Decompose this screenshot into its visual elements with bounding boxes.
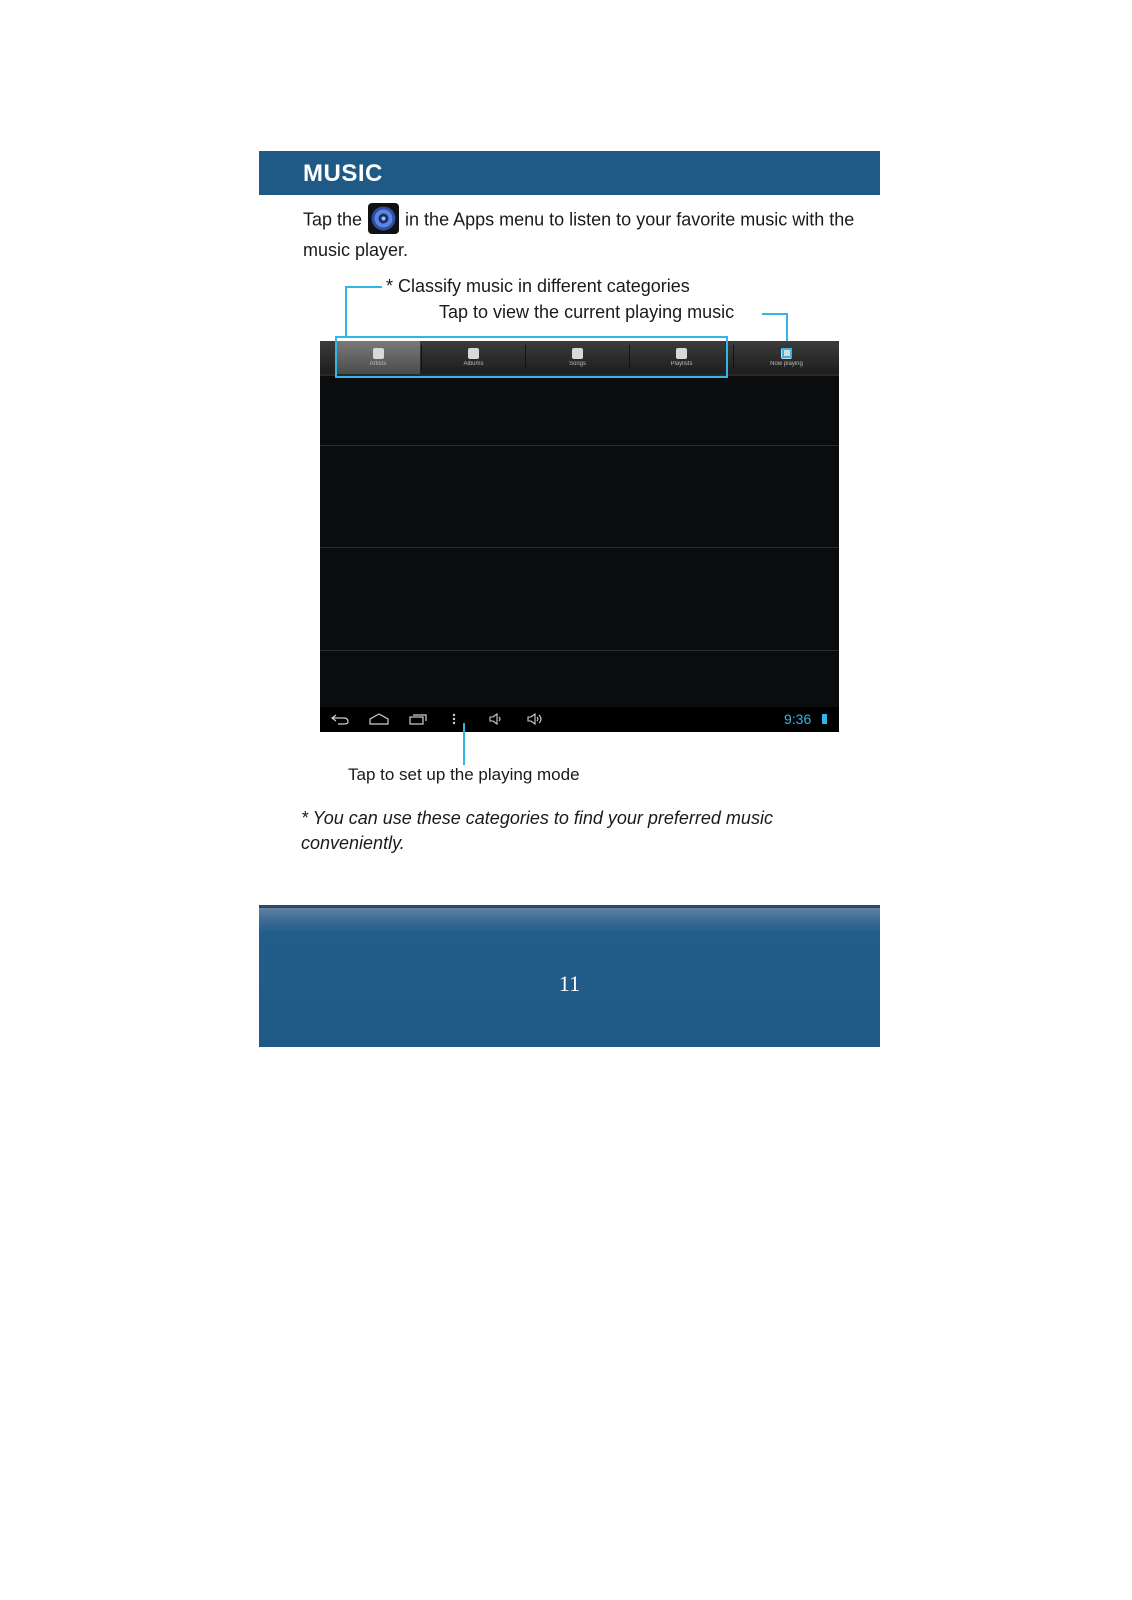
callout-line — [345, 286, 347, 338]
section-title: MUSIC — [303, 160, 383, 187]
battery-icon — [822, 714, 827, 724]
intro-text-after: in the Apps menu to listen to your favorite music with the music player. — [303, 209, 855, 260]
menu-icon[interactable] — [451, 712, 457, 726]
callout-line — [463, 723, 465, 765]
callout-line — [762, 313, 787, 315]
list-divider — [320, 650, 839, 651]
tab-label: Now playing — [770, 361, 803, 367]
system-nav-bar — [320, 707, 839, 732]
tab-label: Playlists — [670, 361, 693, 367]
volume-up-icon[interactable] — [526, 712, 546, 726]
callout-now-playing: Tap to view the current playing music — [439, 302, 735, 322]
tab-label: Albums — [463, 361, 484, 367]
tab-label: Songs — [568, 361, 586, 367]
volume-down-icon[interactable] — [488, 712, 506, 726]
now-playing-highlight — [782, 348, 792, 358]
callout-playing-mode: Tap to set up the playing mode — [348, 765, 580, 784]
note-text: * You can use these categories to find your preferred music conveniently. — [301, 808, 773, 853]
intro-text-before: Tap the — [303, 209, 363, 230]
categories-highlight — [335, 336, 728, 378]
page-number: 11 — [558, 971, 581, 996]
recent-apps-icon[interactable] — [408, 712, 428, 726]
page-footer — [259, 905, 880, 1047]
music-app-icon — [368, 203, 399, 234]
back-icon[interactable] — [330, 712, 350, 726]
list-divider — [320, 547, 839, 548]
callout-categories: * Classify music in different categories — [386, 276, 690, 296]
tab-label: Artists — [369, 361, 387, 367]
home-icon[interactable] — [368, 712, 390, 726]
intro-paragraph — [303, 205, 863, 265]
status-clock: 9:36 — [784, 711, 812, 727]
section-header — [259, 151, 880, 195]
music-app-screenshot — [320, 341, 839, 732]
list-divider — [320, 445, 839, 446]
callout-line — [345, 286, 382, 288]
footer-divider — [259, 905, 880, 908]
